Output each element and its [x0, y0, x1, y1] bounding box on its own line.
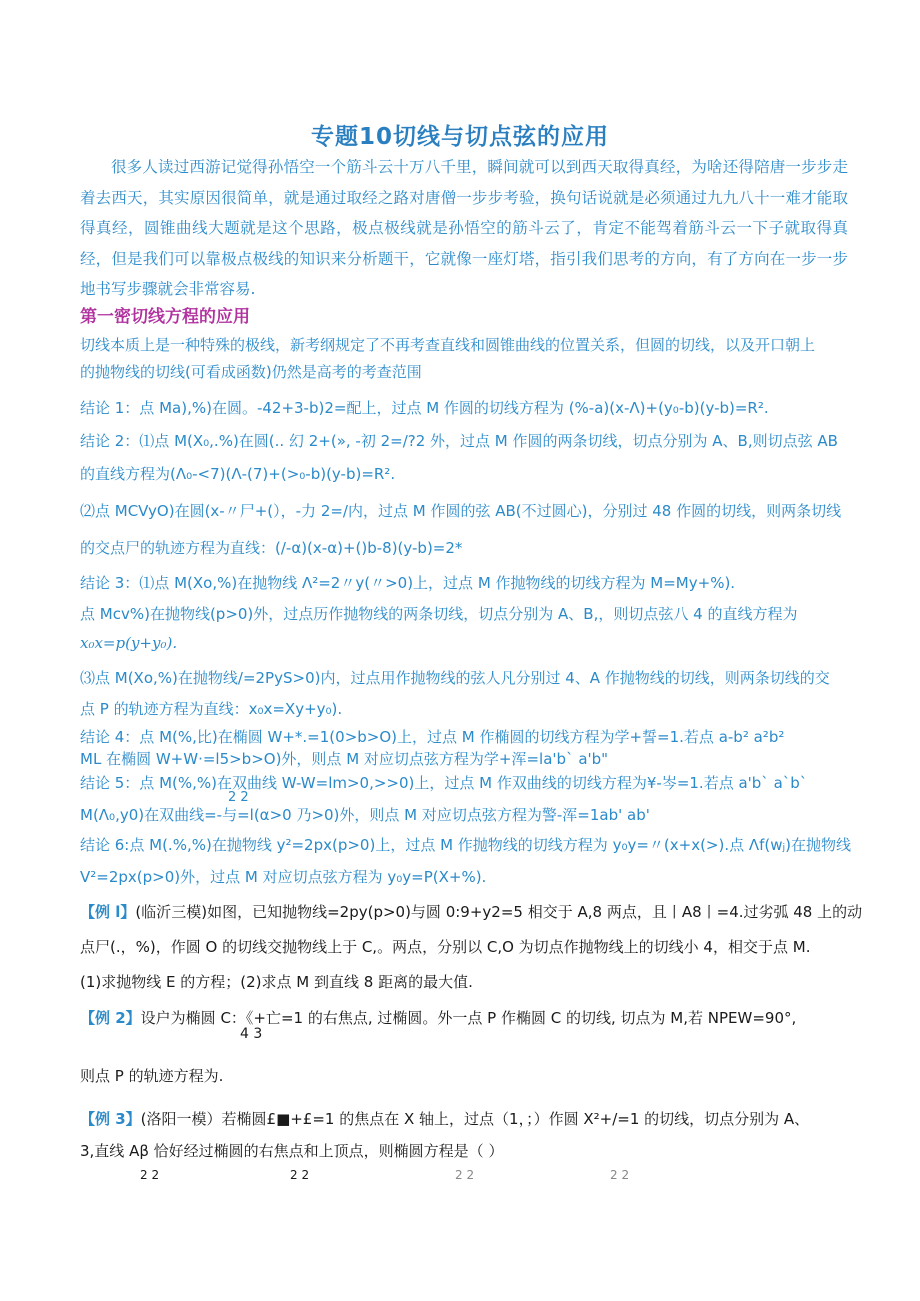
- section-heading: 第一密切线方程的应用: [80, 307, 250, 327]
- example-2-text-1: 设户为椭圆 C：《+亡=1 的右焦点, 过椭圆。外一点 P 作椭圆 C 的切线, 切点为 M,若 NPEW=90°,: [140, 1009, 797, 1027]
- example-2-tag: 【例 2】: [80, 1009, 141, 1027]
- example-2-fraction: 4 3: [240, 1026, 263, 1042]
- section-intro-line-1: 切线本质上是一种特殊的极线，新考纲规定了不再考查直线和圆锥曲线的位置关系，但圆的切线，以及开口朝上: [80, 336, 816, 354]
- page-title: 专题10切线与切点弦的应用: [310, 124, 609, 150]
- example-2-line-2: 则点 P 的轨迹方程为.: [80, 1067, 224, 1085]
- conclusion-1: 结论 1：点 Ma),%)在圆。-42+3-b)2=配上，过点 M 作圆的切线方程为 (%-a)(x-Λ)+(y₀-b)(y-b)=R².: [80, 399, 769, 417]
- example-3-line-2: 3,直线 Aβ 恰好经过椭圆的右焦点和上顶点，则椭圆方程是（ ）: [80, 1142, 504, 1160]
- intro-paragraph: [80, 152, 848, 305]
- conclusion-3-line-4: ⑶点 M(Xo,%)在抛物线/=2PyS>0)内，过点用作抛物线的弦人凡分别过 4、A 作抛物线的切线，则两条切线的交: [80, 669, 830, 687]
- conclusion-6-line-1: 结论 6:点 M(.%,%)在抛物线 y²=2px(p>0)上，过点 M 作抛物线的切线方程为 y₀y=〃(x+x(>).点 Λf(wⱼ)在抛物线: [80, 836, 852, 854]
- conclusion-2-line-3: ⑵点 MCVyO)在圆(x-〃尸+(），-力 2=/内，过点 M 作圆的弦 AB(不过圆心)，分别过 48 作圆的切线，则两条切线: [80, 502, 842, 520]
- option-c-fraction: 2 2: [455, 1168, 475, 1182]
- conclusion-5-line-2: M(Λ₀,y0)在双曲线=-与=l(α>0 乃>0)外，则点 M 对应切点弦方程为警-浑=1ab' ab': [80, 806, 650, 824]
- conclusion-4-line-2: ML 在椭圆 W+W·=l5>b>O)外，则点 M 对应切点弦方程为学+浑=la'b` a'b": [80, 750, 609, 768]
- conclusion-3-line-1: 结论 3：⑴点 M(Xo,%)在抛物线 Λ²=2〃y(〃>0)上，过点 M 作抛物线的切线方程为 M=My+%).: [80, 574, 736, 592]
- conclusion-5-line-1: 结论 5：点 M(%,%)在双曲线 W-W=lm>0,>>0)上，过点 M 作双曲线的切线方程为¥-岑=1.若点 a'b` a`b`: [80, 774, 808, 792]
- example-2-line-1: [80, 1007, 796, 1028]
- example-3-line-1: [80, 1108, 809, 1129]
- conclusion-3-line-3: x₀x=p(y+y₀).: [80, 634, 178, 652]
- section-intro-line-2: 的抛物线的切线(可看成函数)仍然是高考的考查范围: [80, 363, 422, 381]
- conclusion-3-line-2: 点 Mcv%)在抛物线(p>0)外，过点历作抛物线的两条切线，切点分别为 A、B,，则切点弦八 4 的直线方程为: [80, 605, 798, 623]
- example-1-tag: 【例 l】: [80, 903, 136, 921]
- conclusion-4-line-1: 结论 4：点 M(%,比)在椭圆 W+*.=1(0>b>O)上，过点 M 作椭圆的切线方程为学+誓=1.若点 a-b² a²b²: [80, 728, 785, 746]
- conclusion-2-line-1: 结论 2：⑴点 M(X₀,.%)在圆(.. 幻 2+(», -初 2=/?2 外，过点 M 作圆的两条切线，切点分别为 A、B,则切点弦 AB: [80, 432, 838, 450]
- conclusion-3-line-5: 点 P 的轨迹方程为直线：x₀x=Xy+y₀).: [80, 700, 343, 718]
- option-d-fraction: 2 2: [610, 1168, 630, 1182]
- example-1-line-2: 点尸(.，%)，作圆 O 的切线交抛物线上于 C,。两点，分别以 C,O 为切点作抛物线上的切线小 4，相交于点 M.: [80, 938, 811, 956]
- conclusion-2-line-4: 的交点尸的轨迹方程为直线：(/-α)(x-α)+()b-8)(y-b)=2*: [80, 539, 463, 557]
- conclusion-5-fraction: 2 2: [228, 790, 249, 805]
- option-b-fraction: 2 2: [290, 1168, 310, 1182]
- example-3-text-1: (洛阳一模）若椭圆£■+£=1 的焦点在 X 轴上，过点（1，；）作圆 X²+/=1 的切线，切点分别为 A、: [140, 1110, 810, 1128]
- example-1-line-3: (1)求抛物线 E 的方程；(2)求点 M 到直线 8 距离的最大值.: [80, 973, 473, 991]
- option-a-fraction: 2 2: [140, 1168, 160, 1182]
- intro-text: 很多人读过西游记觉得孙悟空一个筋斗云十万八千里，瞬间就可以到西天取得真经，为啥还得陪唐一步步走着去西天，其实原因很简单，就是通过取经之路对唐僧一步步考验，换句话说就是必须通过九九八十一难才能取得真经，圆锥曲线大题就是这个思路，极点极线就是孙悟空的筋斗云了，肯定不能驾着筋斗云一下子就取得真经，但是我们可以靠极点极线的知识来分析题干，它就像一座灯塔，指引我们思考的方向，有了方向在一步一步地书写步骤就会非常容易.: [80, 158, 848, 298]
- conclusion-2-line-2: 的直线方程为(Λ₀-<7)(Λ-(7)+(>₀-b)(y-b)=R².: [80, 465, 396, 483]
- example-3-tag: 【例 3】: [80, 1110, 141, 1128]
- example-1-line-1: [80, 901, 862, 922]
- conclusion-6-line-2: V²=2px(p>0)外，过点 M 对应切点弦方程为 y₀y=P(X+%).: [80, 868, 487, 886]
- example-1-text-1: (临沂三模)如图，已知抛物线=2py(p>0)与圆 0:9+y2=5 相交于 A,8 两点，且丨A8丨=4.过劣弧 48 上的动: [135, 903, 863, 921]
